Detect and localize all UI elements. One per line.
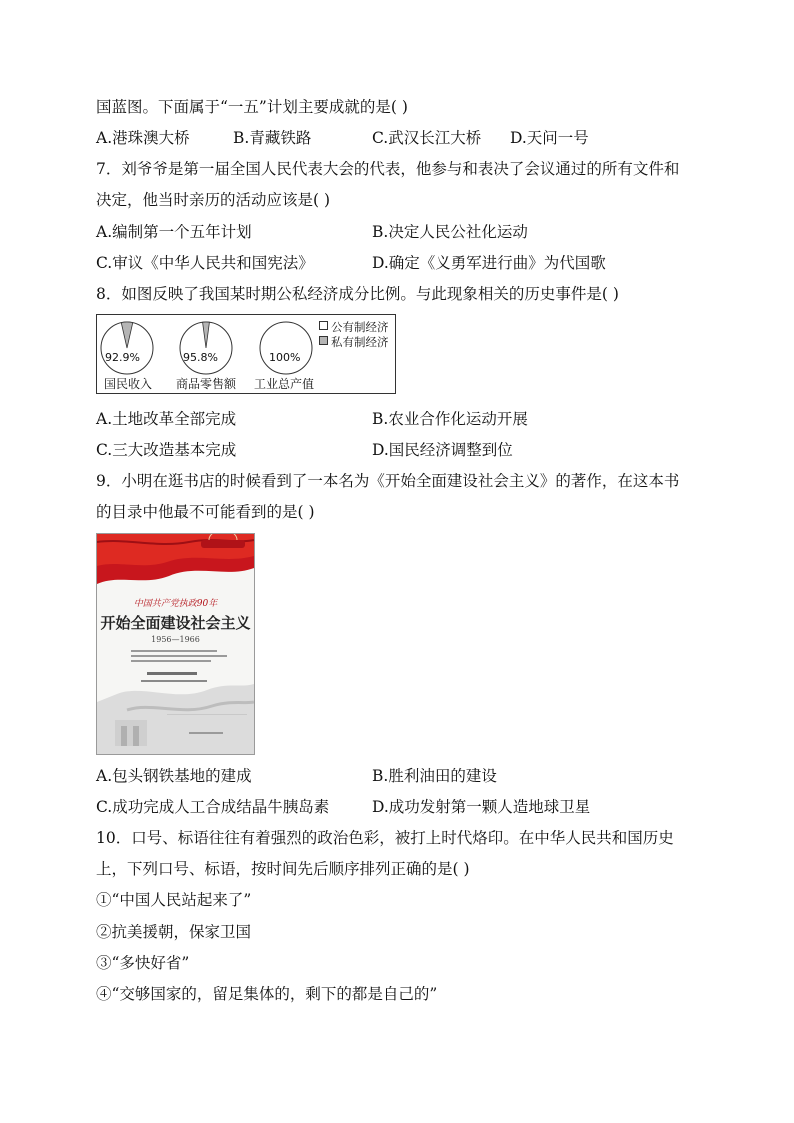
legend-swatch-private	[319, 336, 328, 345]
q9-option-b: B.胜利油田的建设	[372, 767, 497, 785]
pie-public-slice-3	[260, 322, 312, 374]
q8-option-c: C.三大改造基本完成	[96, 441, 237, 459]
q7-stem-line1: 7．刘爷爷是第一届全国人民代表大会的代表，他参与和表决了会议通过的所有文件和	[96, 160, 680, 178]
q6-stem: 国蓝图。下面属于“一五”计划主要成就的是( )	[96, 98, 408, 116]
q6-option-c: C.武汉长江大桥	[372, 129, 482, 147]
q7-stem-line2: 决定，他当时亲历的活动应该是( )	[96, 191, 331, 209]
q10-item-1: ①“中国人民站起来了”	[96, 891, 252, 909]
q8-option-a: A.土地改革全部完成	[96, 410, 237, 428]
q7-option-d: D.确定《义勇军进行曲》为代国歌	[372, 254, 606, 272]
q10-item-2: ②抗美援朝，保家卫国	[96, 923, 252, 941]
q6-option-b: B.青藏铁路	[233, 129, 312, 147]
book-series-text: 中国共产党执政90年	[133, 599, 218, 609]
book-title-text: 开始全面建设社会主义	[100, 614, 251, 632]
pie-category-label-2: 商品零售额	[176, 377, 237, 391]
book-small-print-graphic	[97, 646, 254, 736]
book-cover-image	[96, 533, 255, 755]
q8-option-d: D.国民经济调整到位	[372, 441, 513, 459]
q8-stem: 8．如图反映了我国某时期公私经济成分比例。与此现象相关的历史事件是( )	[96, 285, 619, 303]
q10-stem-line2: 上，下列口号、标语，按时间先后顺序排列正确的是( )	[96, 860, 470, 878]
legend-label-public: 公有制经济	[331, 320, 389, 334]
q7-option-a: A.编制第一个五年计划	[96, 223, 252, 241]
pie-value-label-2: 95.8%	[183, 351, 218, 364]
legend-item-private	[319, 336, 389, 349]
pie-category-label-3: 工业总产值	[254, 377, 315, 391]
legend-item-public	[319, 321, 389, 334]
q10-stem-line1: 10．口号、标语往往有着强烈的政治色彩，被打上时代烙印。在中华人民共和国历史	[96, 829, 674, 847]
q7-option-c: C.审议《中华人民共和国宪法》	[96, 254, 314, 272]
q9-stem-line2: 的目录中他最不可能看到的是( )	[96, 503, 315, 521]
q9-stem-line1: 9．小明在逛书店的时候看到了一本名为《开始全面建设社会主义》的著作，在这本书	[96, 472, 680, 490]
q9-option-c: C.成功完成人工合成结晶牛胰岛素	[96, 798, 330, 816]
q9-option-a: A.包头钢铁基地的建成	[96, 767, 252, 785]
q9-option-d: D.成功发射第一颗人造地球卫星	[372, 798, 591, 816]
pie-value-label-3: 100%	[269, 351, 301, 364]
book-years-text: 1956—1966	[151, 635, 200, 644]
legend-label-private: 私有制经济	[331, 335, 389, 349]
pie-value-label-1: 92.9%	[105, 351, 140, 364]
q10-item-4: ④“交够国家的，留足集体的，剩下的都是自己的”	[96, 985, 438, 1003]
pie-category-label-1: 国民收入	[104, 377, 153, 391]
pie-chart-figure	[96, 314, 396, 394]
q7-option-b: B.决定人民公社化运动	[372, 223, 528, 241]
q6-option-a: A.港珠澳大桥	[96, 129, 190, 147]
q6-option-d: D.天问一号	[510, 129, 589, 147]
legend-swatch-public	[319, 321, 328, 330]
q8-option-b: B.农业合作化运动开展	[372, 410, 528, 428]
q10-item-3: ③“多快好省”	[96, 954, 190, 972]
